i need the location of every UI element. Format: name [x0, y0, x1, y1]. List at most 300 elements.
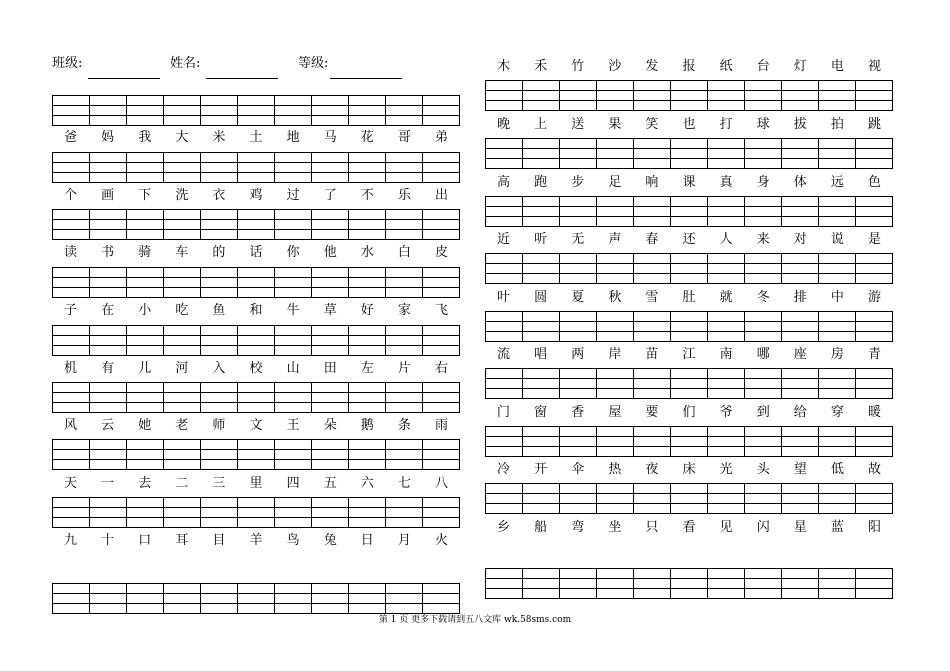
character: 报 [682, 59, 696, 74]
writing-cell[interactable] [275, 326, 312, 355]
writing-cell[interactable] [782, 197, 819, 226]
writing-cell[interactable] [856, 139, 892, 168]
character: 头 [756, 462, 770, 477]
writing-grid[interactable] [52, 267, 460, 298]
writing-cell[interactable] [671, 312, 708, 341]
character: 哪 [756, 347, 770, 362]
writing-cell[interactable] [708, 197, 745, 226]
character: 鸟 [286, 533, 300, 548]
writing-cell[interactable] [53, 498, 90, 527]
writing-grid[interactable] [52, 382, 460, 413]
character: 唱 [534, 347, 548, 362]
writing-cell[interactable] [127, 268, 164, 297]
character-row [52, 359, 460, 379]
character: 骑 [138, 245, 152, 260]
writing-cell[interactable] [486, 569, 523, 598]
writing-cell[interactable] [275, 584, 312, 613]
writing-cell[interactable] [238, 383, 275, 412]
writing-cell[interactable] [671, 484, 708, 513]
writing-cell[interactable] [634, 81, 671, 110]
writing-cell[interactable] [597, 484, 634, 513]
writing-cell[interactable] [523, 569, 560, 598]
character: 兔 [323, 533, 337, 548]
writing-cell[interactable] [634, 139, 671, 168]
character-row [52, 186, 460, 206]
writing-cell[interactable] [782, 139, 819, 168]
character: 云 [101, 418, 115, 433]
page-footer: 第 1 页 更多下载请到五八文库 wk.58sms.com [378, 615, 572, 625]
writing-cell[interactable] [856, 484, 892, 513]
writing-cell[interactable] [349, 383, 386, 412]
character: 色 [867, 175, 881, 190]
writing-cell[interactable] [201, 440, 238, 469]
writing-grid[interactable] [52, 209, 460, 240]
writing-cell[interactable] [745, 254, 782, 283]
writing-cell[interactable] [423, 96, 459, 125]
character: 纸 [719, 59, 733, 74]
writing-cell[interactable] [349, 210, 386, 239]
writing-cell[interactable] [856, 427, 892, 456]
character: 小 [138, 303, 152, 318]
writing-cell[interactable] [597, 369, 634, 398]
character: 儿 [138, 361, 152, 376]
writing-cell[interactable] [486, 427, 523, 456]
writing-cell[interactable] [634, 312, 671, 341]
character: 爸 [64, 130, 78, 145]
character: 七 [397, 476, 411, 491]
writing-cell[interactable] [708, 427, 745, 456]
writing-cell[interactable] [275, 210, 312, 239]
writing-cell[interactable] [671, 569, 708, 598]
writing-cell[interactable] [275, 440, 312, 469]
character: 白 [397, 245, 411, 260]
writing-cell[interactable] [708, 569, 745, 598]
writing-cell[interactable] [53, 440, 90, 469]
writing-cell[interactable] [523, 81, 560, 110]
writing-grid[interactable] [485, 80, 893, 111]
character: 岸 [608, 347, 622, 362]
character: 说 [830, 232, 844, 247]
name-input-line[interactable] [206, 78, 278, 79]
writing-cell[interactable] [312, 498, 349, 527]
writing-cell[interactable] [597, 254, 634, 283]
character: 看 [682, 520, 696, 535]
character: 圆 [534, 290, 548, 305]
writing-cell[interactable] [856, 569, 892, 598]
writing-cell[interactable] [560, 81, 597, 110]
writing-cell[interactable] [127, 153, 164, 182]
writing-cell[interactable] [634, 569, 671, 598]
writing-cell[interactable] [560, 197, 597, 226]
character: 课 [682, 175, 696, 190]
writing-cell[interactable] [523, 427, 560, 456]
character: 土 [249, 130, 263, 145]
writing-cell[interactable] [782, 312, 819, 341]
writing-cell[interactable] [745, 312, 782, 341]
character: 座 [793, 347, 807, 362]
writing-cell[interactable] [782, 569, 819, 598]
character: 妈 [101, 130, 115, 145]
character: 上 [534, 117, 548, 132]
writing-cell[interactable] [708, 484, 745, 513]
writing-cell[interactable] [819, 369, 856, 398]
character-row [52, 416, 460, 436]
character: 朵 [323, 418, 337, 433]
writing-cell[interactable] [201, 210, 238, 239]
character: 下 [138, 188, 152, 203]
writing-cell[interactable] [127, 498, 164, 527]
writing-cell[interactable] [819, 197, 856, 226]
writing-cell[interactable] [90, 440, 127, 469]
writing-grid[interactable] [485, 568, 893, 599]
writing-cell[interactable] [597, 197, 634, 226]
character: 阳 [867, 520, 881, 535]
writing-cell[interactable] [671, 427, 708, 456]
writing-cell[interactable] [486, 81, 523, 110]
writing-cell[interactable] [238, 268, 275, 297]
writing-cell[interactable] [127, 584, 164, 613]
character: 鸡 [249, 188, 263, 203]
writing-cell[interactable] [164, 96, 201, 125]
character: 门 [497, 405, 511, 420]
writing-cell[interactable] [386, 584, 423, 613]
writing-cell[interactable] [164, 440, 201, 469]
writing-cell[interactable] [745, 369, 782, 398]
character: 话 [249, 245, 263, 260]
writing-cell[interactable] [856, 254, 892, 283]
writing-cell[interactable] [201, 96, 238, 125]
writing-grid[interactable] [52, 583, 460, 614]
writing-cell[interactable] [53, 584, 90, 613]
writing-cell[interactable] [349, 498, 386, 527]
writing-cell[interactable] [312, 210, 349, 239]
writing-cell[interactable] [856, 369, 892, 398]
writing-cell[interactable] [312, 383, 349, 412]
character: 送 [571, 117, 585, 132]
writing-cell[interactable] [386, 153, 423, 182]
writing-cell[interactable] [312, 584, 349, 613]
writing-cell[interactable] [560, 254, 597, 283]
writing-cell[interactable] [856, 81, 892, 110]
writing-cell[interactable] [386, 383, 423, 412]
character: 声 [608, 232, 622, 247]
writing-cell[interactable] [201, 383, 238, 412]
character: 山 [286, 361, 300, 376]
writing-cell[interactable] [127, 96, 164, 125]
writing-grid[interactable] [52, 95, 460, 126]
writing-cell[interactable] [423, 498, 459, 527]
character-row [485, 403, 893, 423]
writing-grid[interactable] [52, 152, 460, 183]
writing-grid[interactable] [485, 426, 893, 457]
writing-cell[interactable] [486, 254, 523, 283]
writing-cell[interactable] [90, 210, 127, 239]
writing-cell[interactable] [127, 326, 164, 355]
writing-cell[interactable] [708, 254, 745, 283]
writing-grid[interactable] [485, 368, 893, 399]
writing-cell[interactable] [312, 440, 349, 469]
writing-cell[interactable] [745, 427, 782, 456]
writing-cell[interactable] [745, 569, 782, 598]
character: 她 [138, 418, 152, 433]
character: 叶 [497, 290, 511, 305]
writing-cell[interactable] [782, 484, 819, 513]
writing-cell[interactable] [386, 440, 423, 469]
character: 左 [360, 361, 374, 376]
writing-cell[interactable] [560, 312, 597, 341]
writing-cell[interactable] [486, 484, 523, 513]
writing-cell[interactable] [164, 210, 201, 239]
writing-cell[interactable] [238, 210, 275, 239]
writing-cell[interactable] [523, 312, 560, 341]
writing-cell[interactable] [312, 268, 349, 297]
writing-cell[interactable] [90, 268, 127, 297]
writing-grid[interactable] [52, 439, 460, 470]
writing-cell[interactable] [349, 153, 386, 182]
character: 发 [645, 59, 659, 74]
writing-cell[interactable] [819, 484, 856, 513]
character: 响 [645, 175, 659, 190]
character: 你 [286, 245, 300, 260]
writing-cell[interactable] [127, 210, 164, 239]
writing-cell[interactable] [819, 312, 856, 341]
character-row [485, 518, 893, 538]
writing-cell[interactable] [523, 369, 560, 398]
character: 高 [497, 175, 511, 190]
writing-cell[interactable] [856, 197, 892, 226]
writing-cell[interactable] [423, 383, 459, 412]
writing-cell[interactable] [708, 312, 745, 341]
grade-input-line[interactable] [330, 78, 402, 79]
character: 子 [64, 303, 78, 318]
character: 无 [571, 232, 585, 247]
character-row [485, 460, 893, 480]
writing-cell[interactable] [745, 484, 782, 513]
writing-cell[interactable] [560, 484, 597, 513]
writing-cell[interactable] [164, 383, 201, 412]
writing-cell[interactable] [671, 197, 708, 226]
writing-cell[interactable] [164, 498, 201, 527]
writing-cell[interactable] [238, 440, 275, 469]
writing-cell[interactable] [238, 584, 275, 613]
character: 去 [138, 476, 152, 491]
writing-cell[interactable] [238, 498, 275, 527]
class-input-line[interactable] [88, 78, 160, 79]
writing-cell[interactable] [90, 584, 127, 613]
character: 禾 [534, 59, 548, 74]
writing-cell[interactable] [423, 153, 459, 182]
writing-grid[interactable] [52, 325, 460, 356]
writing-cell[interactable] [560, 427, 597, 456]
writing-grid[interactable] [52, 497, 460, 528]
writing-cell[interactable] [560, 369, 597, 398]
character: 好 [360, 303, 374, 318]
character: 一 [101, 476, 115, 491]
writing-cell[interactable] [523, 139, 560, 168]
writing-cell[interactable] [560, 569, 597, 598]
writing-cell[interactable] [819, 569, 856, 598]
character: 爷 [719, 405, 733, 420]
character: 来 [756, 232, 770, 247]
writing-cell[interactable] [90, 383, 127, 412]
writing-cell[interactable] [560, 139, 597, 168]
writing-cell[interactable] [386, 96, 423, 125]
character: 十 [101, 533, 115, 548]
writing-cell[interactable] [386, 210, 423, 239]
writing-cell[interactable] [53, 210, 90, 239]
writing-cell[interactable] [486, 197, 523, 226]
writing-cell[interactable] [634, 427, 671, 456]
writing-cell[interactable] [238, 326, 275, 355]
writing-cell[interactable] [745, 197, 782, 226]
writing-cell[interactable] [523, 254, 560, 283]
writing-cell[interactable] [349, 268, 386, 297]
writing-cell[interactable] [486, 139, 523, 168]
character: 远 [830, 175, 844, 190]
character: 鱼 [212, 303, 226, 318]
writing-cell[interactable] [819, 139, 856, 168]
writing-cell[interactable] [782, 427, 819, 456]
writing-cell[interactable] [634, 484, 671, 513]
character: 春 [645, 232, 659, 247]
character: 拍 [830, 117, 844, 132]
writing-cell[interactable] [671, 81, 708, 110]
character-row [485, 57, 893, 77]
writing-cell[interactable] [349, 584, 386, 613]
writing-cell[interactable] [349, 440, 386, 469]
character: 夏 [571, 290, 585, 305]
character: 沙 [608, 59, 622, 74]
writing-cell[interactable] [386, 326, 423, 355]
writing-cell[interactable] [53, 153, 90, 182]
writing-cell[interactable] [597, 139, 634, 168]
writing-cell[interactable] [164, 584, 201, 613]
writing-cell[interactable] [90, 153, 127, 182]
writing-cell[interactable] [238, 153, 275, 182]
character: 伞 [571, 462, 585, 477]
writing-cell[interactable] [53, 268, 90, 297]
writing-cell[interactable] [671, 139, 708, 168]
character: 校 [249, 361, 263, 376]
writing-grid[interactable] [485, 138, 893, 169]
writing-cell[interactable] [423, 440, 459, 469]
writing-cell[interactable] [634, 254, 671, 283]
writing-cell[interactable] [523, 484, 560, 513]
writing-cell[interactable] [423, 584, 459, 613]
writing-cell[interactable] [386, 268, 423, 297]
writing-cell[interactable] [486, 312, 523, 341]
writing-cell[interactable] [201, 153, 238, 182]
writing-cell[interactable] [127, 440, 164, 469]
writing-cell[interactable] [90, 326, 127, 355]
writing-cell[interactable] [127, 383, 164, 412]
writing-cell[interactable] [819, 254, 856, 283]
writing-cell[interactable] [201, 326, 238, 355]
character: 火 [434, 533, 448, 548]
writing-cell[interactable] [423, 268, 459, 297]
writing-cell[interactable] [819, 81, 856, 110]
writing-cell[interactable] [201, 498, 238, 527]
writing-cell[interactable] [819, 427, 856, 456]
writing-cell[interactable] [238, 96, 275, 125]
writing-cell[interactable] [164, 153, 201, 182]
writing-cell[interactable] [745, 139, 782, 168]
character: 雨 [434, 418, 448, 433]
writing-cell[interactable] [349, 96, 386, 125]
writing-cell[interactable] [597, 427, 634, 456]
writing-cell[interactable] [53, 96, 90, 125]
character: 二 [175, 476, 189, 491]
writing-cell[interactable] [745, 81, 782, 110]
writing-cell[interactable] [275, 268, 312, 297]
writing-cell[interactable] [312, 153, 349, 182]
writing-cell[interactable] [856, 312, 892, 341]
class-label: 班级: [52, 56, 83, 71]
writing-cell[interactable] [423, 210, 459, 239]
writing-cell[interactable] [90, 498, 127, 527]
writing-cell[interactable] [671, 369, 708, 398]
writing-cell[interactable] [201, 584, 238, 613]
writing-cell[interactable] [349, 326, 386, 355]
character: 果 [608, 117, 622, 132]
writing-cell[interactable] [275, 153, 312, 182]
character: 家 [397, 303, 411, 318]
writing-cell[interactable] [53, 383, 90, 412]
writing-cell[interactable] [782, 254, 819, 283]
writing-cell[interactable] [486, 369, 523, 398]
writing-cell[interactable] [312, 326, 349, 355]
writing-cell[interactable] [90, 96, 127, 125]
character: 读 [64, 245, 78, 260]
writing-cell[interactable] [597, 81, 634, 110]
writing-cell[interactable] [708, 139, 745, 168]
character: 近 [497, 232, 511, 247]
writing-cell[interactable] [523, 197, 560, 226]
writing-cell[interactable] [708, 81, 745, 110]
writing-cell[interactable] [671, 254, 708, 283]
writing-cell[interactable] [782, 369, 819, 398]
writing-cell[interactable] [782, 81, 819, 110]
character: 三 [212, 476, 226, 491]
character: 球 [756, 117, 770, 132]
writing-cell[interactable] [597, 312, 634, 341]
character: 文 [249, 418, 263, 433]
writing-cell[interactable] [275, 383, 312, 412]
writing-cell[interactable] [275, 96, 312, 125]
character: 打 [719, 117, 733, 132]
writing-cell[interactable] [164, 268, 201, 297]
character: 屋 [608, 405, 622, 420]
writing-cell[interactable] [423, 326, 459, 355]
writing-cell[interactable] [201, 268, 238, 297]
writing-cell[interactable] [53, 326, 90, 355]
writing-grid[interactable] [485, 311, 893, 342]
character: 星 [793, 520, 807, 535]
writing-grid[interactable] [485, 483, 893, 514]
writing-cell[interactable] [597, 569, 634, 598]
writing-cell[interactable] [634, 369, 671, 398]
character: 秋 [608, 290, 622, 305]
writing-cell[interactable] [312, 96, 349, 125]
writing-grid[interactable] [485, 253, 893, 284]
writing-grid[interactable] [485, 196, 893, 227]
writing-cell[interactable] [386, 498, 423, 527]
writing-cell[interactable] [634, 197, 671, 226]
writing-cell[interactable] [164, 326, 201, 355]
writing-cell[interactable] [275, 498, 312, 527]
character: 排 [793, 290, 807, 305]
writing-cell[interactable] [708, 369, 745, 398]
